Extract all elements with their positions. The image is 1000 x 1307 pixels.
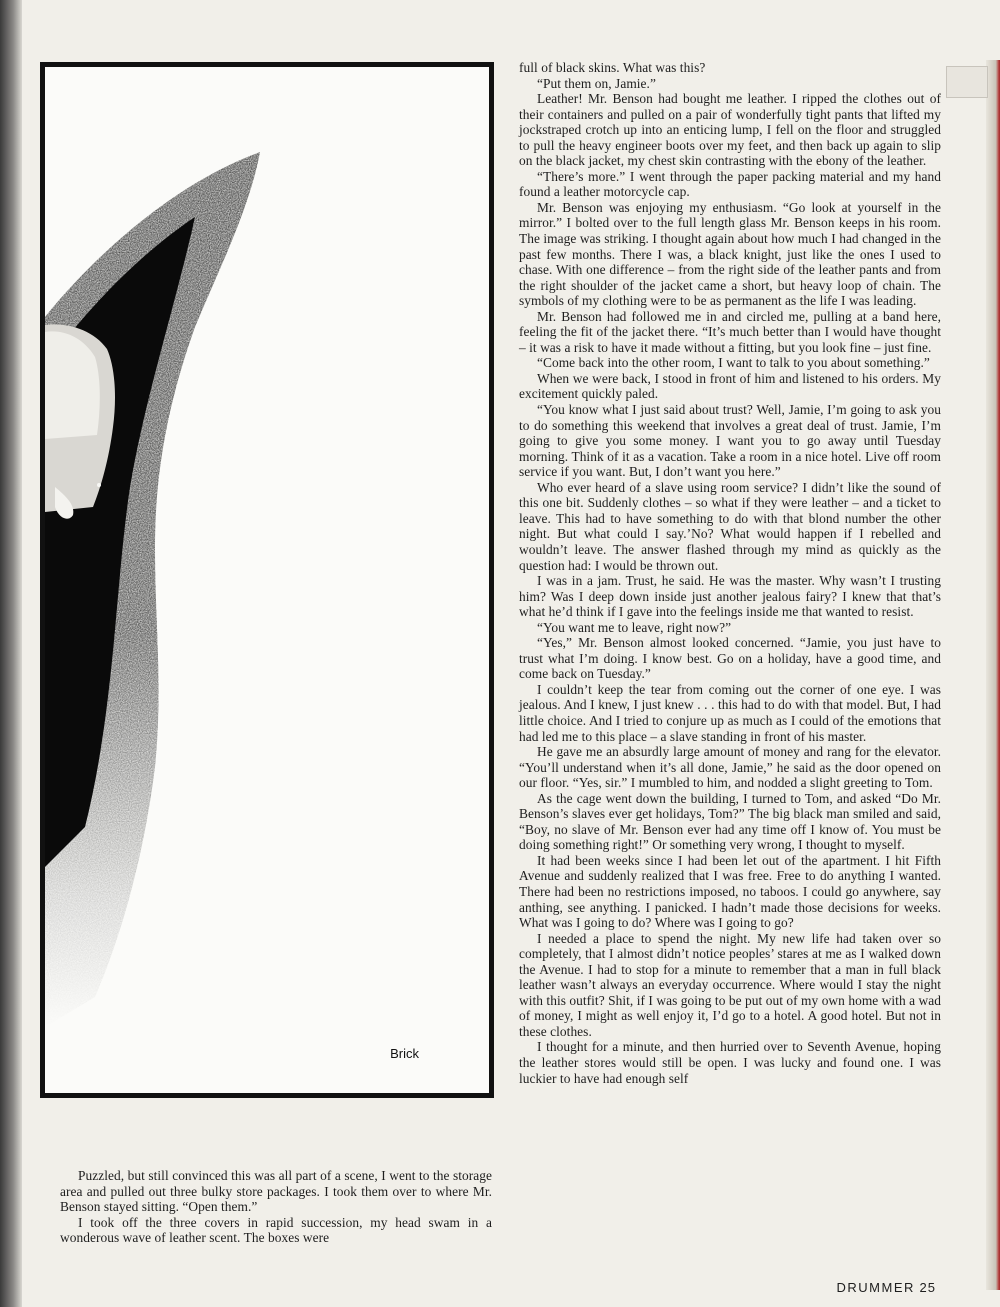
paragraph: He gave me an absurdly large amount of money and rang for the elevator. “You’ll understand when it’s all done, Jamie,” he said as the door opened on our floor. “Yes, sir.” I mumbled to him, and nodded a slight greeting to Tom. [519, 744, 941, 791]
adjacent-page-edge [986, 60, 1000, 1290]
paragraph: “You want me to leave, right now?” [537, 619, 732, 635]
photograph-image [45, 67, 489, 1093]
paragraph: I was in a jam. Trust, he said. He was the master. Why wasn’t I trusting him? Was I deep down inside just another jealous fairy? I knew that that’s what he’d think if I gave into the feelings inside me that wanted to resist. [519, 573, 941, 620]
magazine-name: DRUMMER [836, 1280, 915, 1295]
photo-credit: Brick [390, 1046, 419, 1061]
paragraph: “Yes,” Mr. Benson almost looked concerned. “Jamie, you just have to trust what I’m doing. I know best. Go on a holiday, have a good time, and come back on Tuesday.” [519, 635, 941, 682]
right-text-column [519, 60, 941, 1086]
paragraph: “Put them on, Jamie.” [537, 75, 656, 91]
page-footer [837, 1280, 936, 1295]
page-number: 25 [919, 1280, 936, 1295]
paragraph: “You know what I just said about trust? Well, Jamie, I’m going to ask you to do something this weekend that involves a great deal of trust. Jamie, I’m going to give you some money. I want you to go away until Tuesday morning. Think of it as a vacation. Take a room in a nice hotel. Live off room service if you want. But, I don’t want you here.” [519, 402, 941, 480]
left-text-column [60, 1168, 492, 1246]
paragraph: “Come back into the other room, I want to talk to you about something.” [537, 355, 930, 371]
paragraph: Puzzled, but still convinced this was all part of a scene, I went to the storage area and pulled out three bulky store packages. I took them over to where Mr. Benson stayed sitting. “Open them.” [60, 1168, 492, 1215]
paragraph: Leather! Mr. Benson had bought me leather. I ripped the clothes out of their containers and pulled on a pair of wonderfully tight pants that lifted my jockstraped crotch up into an enticing lump, I fell on the floor and struggled to pull the heavy engineer boots over my feet, and then back up again to slip on the black jacket, my chest skin contrasting with the ebony of the leather. [519, 91, 941, 169]
photograph-frame [40, 62, 494, 1098]
paragraph: Mr. Benson had followed me in and circled me, pulling at a band here, feeling the fit of the jacket there. “It’s much better than I would have thought – it was a risk to have it made without a fitting, but you look fine – just fine. [519, 308, 941, 355]
paragraph: I needed a place to spend the night. My new life had taken over so completely, that I almost didn’t notice peoples’ stares at me as I walked down the Avenue. I had to stop for a minute to remember that a man in full black leather wasn’t always an everyday occurrence. Where would I stay the night with this outfit? Shit, if I was going to be put out of my own home with a wad of money, I might as well enjoy it, I’d go to a hotel. A good hotel. But not in these clothes. [519, 930, 941, 1039]
paragraph: full of black skins. What was this? [519, 60, 706, 75]
book-spine-shadow [0, 0, 22, 1307]
paragraph: Who ever heard of a slave using room service? I didn’t like the sound of this one bit. Suddenly clothes – so what if they were leather – and a ticket to leave. This had to have something to do with that blond number the other night. But what could I say.’No? What would happen if I rebelled and wouldn’t leave. The answer flashed through my mind as quickly as the question had: I would be thrown out. [519, 479, 941, 573]
paragraph: I thought for a minute, and then hurried over to Seventh Avenue, hoping the leather stores would still be open. I was lucky and found one. I was luckier to have had enough self [519, 1039, 941, 1086]
bleed-through-box [946, 66, 988, 98]
paragraph: As the cage went down the building, I turned to Tom, and asked “Do Mr. Benson’s slaves ever get holidays, Tom?” The big black man smiled and said, “Boy, no slave of Mr. Benson ever had any time off I know of. You must be doing something right!” Or something very wrong, I thought to myself. [519, 790, 941, 853]
paragraph: It had been weeks since I had been let out of the apartment. I hit Fifth Avenue and suddenly realized that I was free. Free to do anything I wanted. There had been no restrictions imposed, no taboos. I could go anywhere, say anthing, see anything. I panicked. I hadn’t made those decisions for weeks. What was I going to do? Where was I going to go? [519, 852, 941, 931]
paragraph: I couldn’t keep the tear from coming out the corner of one eye. I was jealous. And I knew, I just knew . . . this had to do with that model. But, I had little choice. And I tried to conjure up as much as I could of the emotions that had led me to this place – a slave standing in front of his master. [519, 681, 941, 744]
paragraph: I took off the three covers in rapid succession, my head swam in a wonderous wave of leather scent. The boxes were [60, 1214, 492, 1246]
paragraph: “There’s more.” I went through the paper packing material and my hand found a leather motorcycle cap. [519, 168, 941, 200]
paragraph: When we were back, I stood in front of him and listened to his orders. My excitement quickly paled. [519, 370, 941, 402]
paragraph: Mr. Benson was enjoying my enthusiasm. “Go look at yourself in the mirror.” I bolted over to the full length glass Mr. Benson keeps in his room. The image was striking. I thought again about how much I had changed in the past few months. There I was, a black knight, just like the ones I used to chase. With one difference – from the right side of the leather pants and from the right shoulder of the jacket came a short, but heavy loop of chain. The symbols of my clothing were to be as permanent as the life I was leading. [519, 199, 941, 309]
